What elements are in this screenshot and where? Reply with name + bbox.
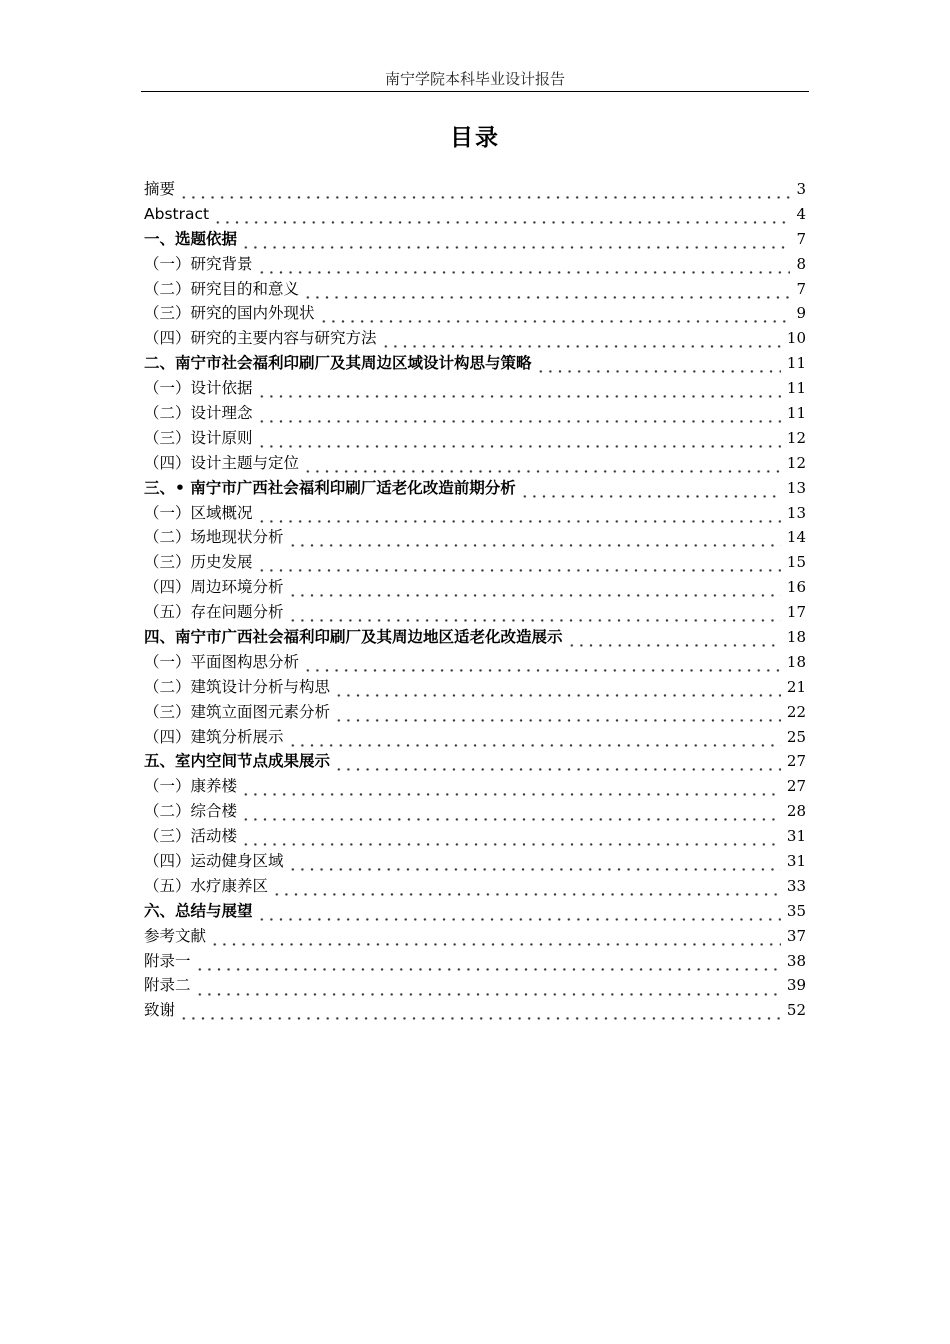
toc-dot-leader <box>288 575 781 600</box>
toc-entry[interactable] <box>144 998 806 1023</box>
toc-entry-page: 7 <box>796 279 806 298</box>
toc-entry-page: 14 <box>786 528 806 547</box>
toc-entry-label: （三）历史发展 <box>144 553 253 572</box>
toc-entry[interactable] <box>144 725 806 750</box>
toc-entry[interactable] <box>144 426 806 451</box>
toc-entry[interactable] <box>144 525 806 550</box>
toc-entry-page: 13 <box>786 478 806 497</box>
toc-entry-page: 16 <box>786 578 806 597</box>
toc-dot-leader <box>257 501 781 526</box>
toc-entry-page: 8 <box>796 254 806 273</box>
toc-entry-label: （三）建筑立面图元素分析 <box>144 702 331 721</box>
toc-dot-leader <box>272 874 781 899</box>
toc-dot-leader <box>288 600 781 625</box>
toc-entry-page: 31 <box>786 852 806 871</box>
toc-entry[interactable] <box>144 476 806 501</box>
toc-entry-label: （一）平面图构思分析 <box>144 652 300 671</box>
page-title: 目录 <box>450 125 500 151</box>
toc-entry-page: 13 <box>786 503 806 522</box>
toc-dot-leader <box>257 401 781 426</box>
toc-entry-page: 25 <box>786 727 806 746</box>
toc-entry-page: 11 <box>786 354 806 373</box>
toc-entry-label: （一）区域概况 <box>144 503 253 522</box>
toc-entry[interactable] <box>144 799 806 824</box>
toc-entry[interactable] <box>144 974 806 999</box>
toc-entry[interactable] <box>144 774 806 799</box>
toc-entry-label: （二）设计理念 <box>144 404 253 422</box>
toc-entry-page: 7 <box>796 229 806 248</box>
toc-entry-label: 附录二 <box>144 976 191 995</box>
toc-entry-label: （一）设计依据 <box>144 379 253 398</box>
toc-entry[interactable] <box>144 899 806 924</box>
toc-dot-leader <box>303 451 781 476</box>
toc-entry-label: （四）设计主题与定位 <box>144 453 300 472</box>
toc-entry[interactable] <box>144 376 806 401</box>
toc-entry[interactable] <box>144 749 806 774</box>
toc-dot-leader <box>241 824 781 849</box>
header-divider <box>141 91 809 92</box>
toc-entry[interactable] <box>144 575 806 600</box>
toc-entry-page: 38 <box>786 951 806 970</box>
toc-entry[interactable] <box>144 277 806 302</box>
toc-entry-page: 4 <box>796 204 806 223</box>
toc-dot-leader <box>381 326 781 351</box>
toc-entry-label: （四）运动健身区域 <box>144 852 284 871</box>
toc-dot-leader <box>257 376 781 401</box>
toc-dot-leader <box>195 949 781 974</box>
toc-entry-label: （四）建筑分析展示 <box>144 727 284 746</box>
toc-entry[interactable] <box>144 700 806 725</box>
toc-dot-leader <box>241 774 781 799</box>
toc-dot-leader <box>179 177 790 202</box>
toc-entry-page: 11 <box>786 404 806 422</box>
toc-entry-page: 18 <box>786 652 806 671</box>
toc-entry-label: （二）建筑设计分析与构思 <box>144 677 331 696</box>
toc-entry-page: 27 <box>786 752 806 771</box>
toc-dot-leader <box>319 301 791 326</box>
toc-entry-page: 37 <box>786 926 806 945</box>
toc-entry-label: （五）水疗康养区 <box>144 876 269 895</box>
toc-dot-leader <box>241 227 790 252</box>
toc-dot-leader <box>536 351 781 376</box>
toc-entry[interactable] <box>144 301 806 326</box>
toc-entry-label: （二）场地现状分析 <box>144 528 284 547</box>
toc-entry[interactable] <box>144 501 806 526</box>
toc-dot-leader <box>210 924 781 949</box>
toc-dot-leader <box>334 700 781 725</box>
toc-entry-page: 3 <box>796 179 806 198</box>
toc-entry-page: 52 <box>786 1001 806 1020</box>
toc-entry[interactable] <box>144 675 806 700</box>
toc-entry-label: 附录一 <box>144 951 191 970</box>
toc-entry[interactable] <box>144 227 806 252</box>
toc-entry-page: 18 <box>786 628 806 647</box>
toc-entry-page: 9 <box>796 304 806 323</box>
toc-entry[interactable] <box>144 625 806 650</box>
table-of-contents <box>144 177 806 1023</box>
toc-dot-leader <box>334 675 781 700</box>
toc-entry-label: （三）研究的国内外现状 <box>144 304 315 323</box>
toc-entry-label: 二、南宁市社会福利印刷厂及其周边区域设计构思与策略 <box>144 354 532 373</box>
toc-dot-leader <box>303 650 781 675</box>
toc-entry[interactable] <box>144 824 806 849</box>
toc-entry-label: 四、南宁市广西社会福利印刷厂及其周边地区适老化改造展示 <box>144 628 563 647</box>
toc-entry[interactable] <box>144 252 806 277</box>
toc-entry[interactable] <box>144 874 806 899</box>
toc-entry[interactable] <box>144 177 806 202</box>
toc-entry[interactable] <box>144 351 806 376</box>
toc-dot-leader <box>213 202 790 227</box>
toc-entry[interactable] <box>144 849 806 874</box>
toc-entry-page: 33 <box>786 876 806 895</box>
toc-entry-label: 一、选题依据 <box>144 229 238 248</box>
toc-entry-label: 三、• 南宁市广西社会福利印刷厂适老化改造前期分析 <box>144 478 516 497</box>
toc-entry[interactable] <box>144 650 806 675</box>
toc-entry[interactable] <box>144 924 806 949</box>
toc-entry-page: 12 <box>786 428 806 447</box>
toc-entry-page: 12 <box>786 453 806 472</box>
toc-entry-label: 五、室内空间节点成果展示 <box>144 752 331 771</box>
toc-entry-page: 35 <box>786 901 806 920</box>
toc-entry[interactable] <box>144 949 806 974</box>
toc-entry-page: 17 <box>786 603 806 622</box>
toc-dot-leader <box>179 998 781 1023</box>
toc-entry-label: 致谢 <box>144 1001 176 1020</box>
running-header: 南宁学院本科毕业设计报告 <box>384 70 565 88</box>
toc-entry-label: Abstract <box>144 204 210 223</box>
toc-entry-label: （一）康养楼 <box>144 777 238 796</box>
toc-dot-leader <box>334 749 781 774</box>
toc-dot-leader <box>257 252 791 277</box>
toc-dot-leader <box>241 799 781 824</box>
toc-entry-label: 六、总结与展望 <box>144 901 253 920</box>
toc-entry-label: （一）研究背景 <box>144 254 253 273</box>
toc-entry-page: 10 <box>786 329 806 348</box>
toc-dot-leader <box>303 277 790 302</box>
toc-dot-leader <box>567 625 781 650</box>
toc-entry-page: 21 <box>786 677 806 696</box>
toc-entry[interactable] <box>144 451 806 476</box>
toc-entry-label: （二）综合楼 <box>144 802 238 821</box>
toc-entry-page: 15 <box>786 553 806 572</box>
toc-entry-page: 28 <box>786 802 806 821</box>
toc-entry-label: （四）周边环境分析 <box>144 578 284 597</box>
toc-entry-page: 11 <box>786 379 806 398</box>
toc-entry[interactable] <box>144 202 806 227</box>
toc-entry-page: 27 <box>786 777 806 796</box>
toc-dot-leader <box>288 525 781 550</box>
toc-entry[interactable] <box>144 600 806 625</box>
toc-entry-page: 31 <box>786 827 806 846</box>
toc-entry-label: （三）设计原则 <box>144 428 253 447</box>
toc-entry-page: 22 <box>786 702 806 721</box>
toc-dot-leader <box>257 899 781 924</box>
toc-entry-label: 参考文献 <box>144 926 207 945</box>
toc-entry-label: （五）存在问题分析 <box>144 603 284 622</box>
toc-dot-leader <box>520 476 781 501</box>
toc-dot-leader <box>257 550 781 575</box>
toc-entry[interactable] <box>144 326 806 351</box>
toc-dot-leader <box>288 725 781 750</box>
toc-entry-label: （四）研究的主要内容与研究方法 <box>144 329 377 348</box>
toc-dot-leader <box>195 974 781 999</box>
toc-dot-leader <box>257 426 781 451</box>
toc-dot-leader <box>288 849 781 874</box>
toc-entry-page: 39 <box>786 976 806 995</box>
toc-entry[interactable] <box>144 401 806 426</box>
toc-entry-label: （三）活动楼 <box>144 827 238 846</box>
toc-entry-label: 摘要 <box>144 179 176 198</box>
toc-entry-label: （二）研究目的和意义 <box>144 279 300 298</box>
toc-entry[interactable] <box>144 550 806 575</box>
